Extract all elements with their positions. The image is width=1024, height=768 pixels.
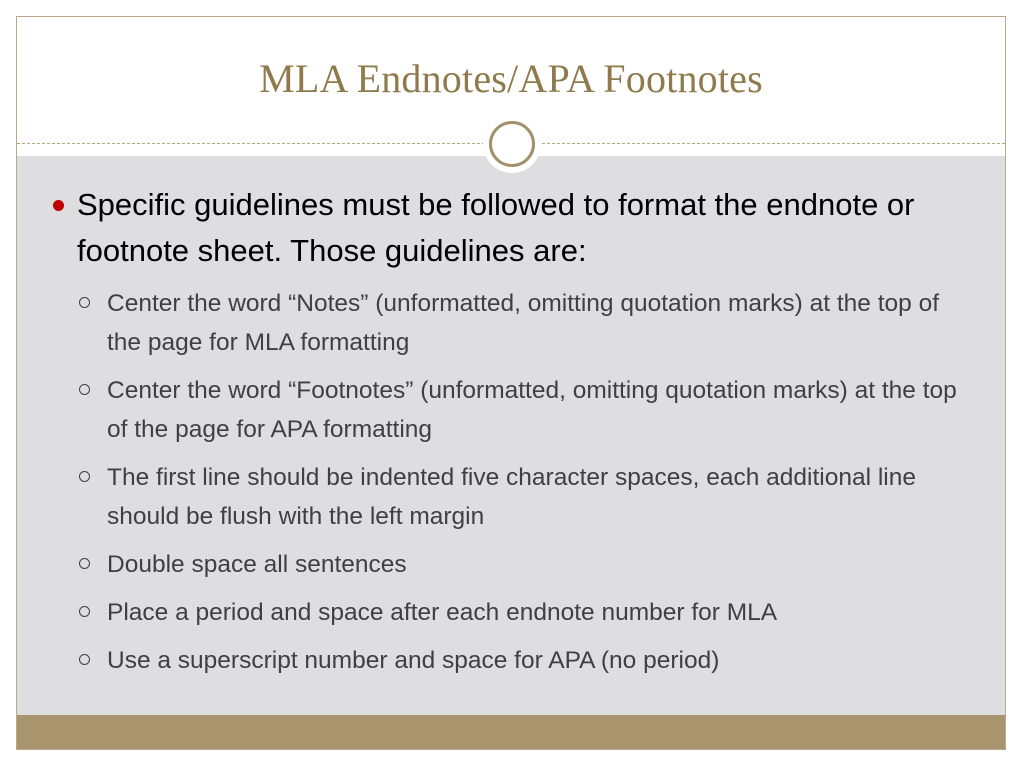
sub-bullet-text: Place a period and space after each endnote number for MLA bbox=[107, 599, 778, 626]
hollow-circle-bullet-icon bbox=[79, 606, 90, 617]
sub-bullet bbox=[77, 371, 977, 449]
sub-bullet bbox=[77, 284, 977, 362]
sub-bullet-text: Center the word “Footnotes” (unformatted, omitting quotation marks) at the top of the page for APA formatting bbox=[107, 377, 957, 443]
main-bullet-text: Specific guidelines must be followed to format the endnote or footnote sheet. Those guidelines are: bbox=[77, 187, 915, 268]
sub-bullet-text: Center the word “Notes” (unformatted, omitting quotation marks) at the top of the page for MLA formatting bbox=[107, 290, 940, 356]
main-bullet bbox=[53, 182, 977, 274]
slide-title: MLA Endnotes/APA Footnotes bbox=[259, 56, 763, 101]
filled-circle-bullet-icon bbox=[53, 200, 64, 211]
sub-bullet bbox=[77, 641, 977, 680]
hollow-circle-bullet-icon bbox=[79, 558, 90, 569]
sub-bullet-text: Use a superscript number and space for APA (no period) bbox=[107, 647, 720, 674]
sub-bullet-list bbox=[77, 284, 977, 689]
sub-bullet bbox=[77, 593, 977, 632]
content-area bbox=[17, 156, 1005, 715]
slide bbox=[16, 16, 1006, 750]
hollow-circle-bullet-icon bbox=[79, 297, 90, 308]
sub-bullet bbox=[77, 545, 977, 584]
sub-bullet-text: Double space all sentences bbox=[107, 551, 407, 578]
hollow-circle-bullet-icon bbox=[79, 384, 90, 395]
sub-bullet-text: The first line should be indented five character spaces, each additional line should be flush with the left margin bbox=[107, 464, 916, 530]
ring-ornament-icon bbox=[483, 115, 541, 173]
sub-bullet bbox=[77, 458, 977, 536]
hollow-circle-bullet-icon bbox=[79, 654, 90, 665]
footer-bar bbox=[17, 715, 1005, 750]
ring-ornament-inner bbox=[489, 121, 535, 167]
hollow-circle-bullet-icon bbox=[79, 471, 90, 482]
